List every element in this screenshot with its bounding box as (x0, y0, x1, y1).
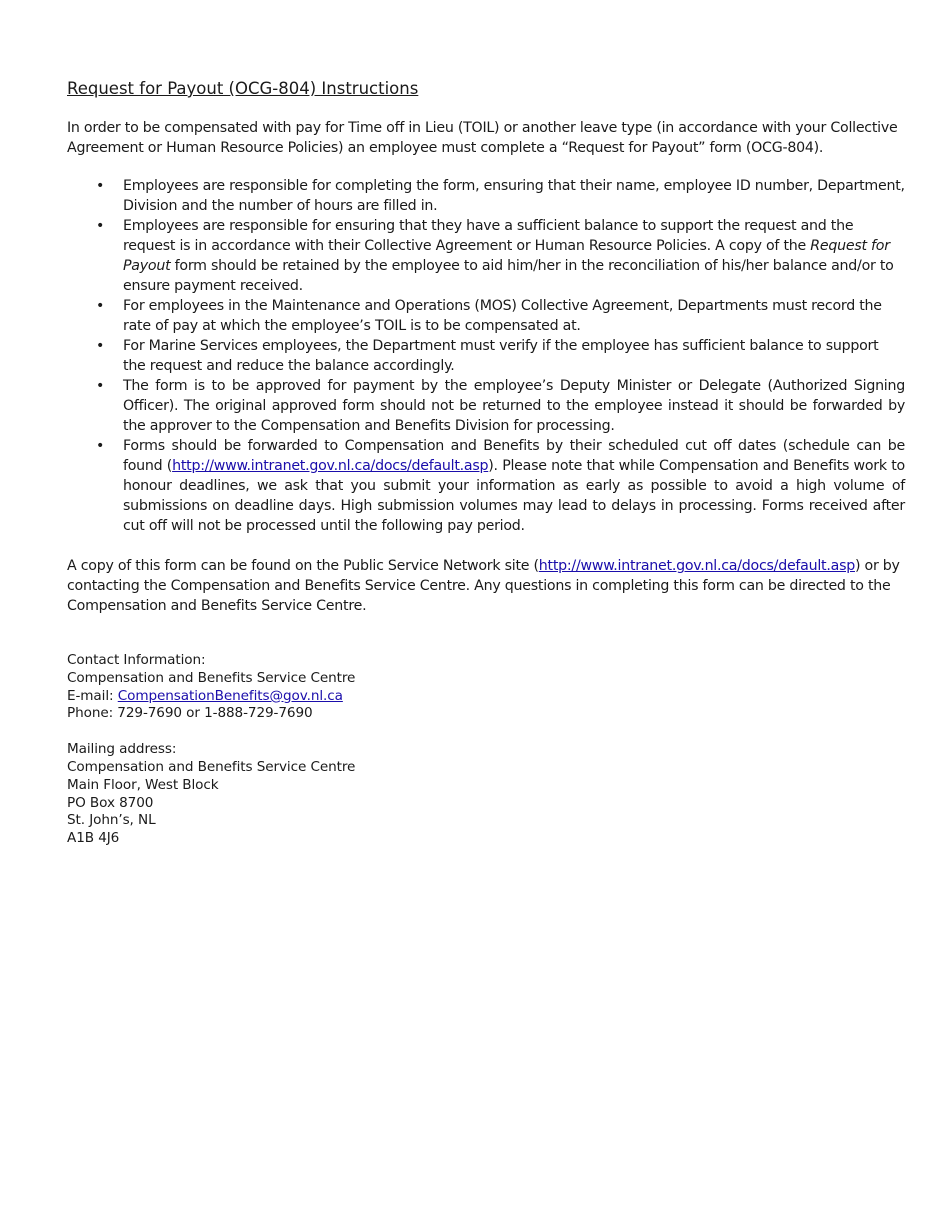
list-item (67, 216, 905, 296)
list-item (67, 176, 905, 216)
contact-email-line (67, 688, 905, 706)
bullet-icon: • (96, 298, 105, 314)
paragraph-text: ) or by contacting the Compensation and Benefits Service Centre. Any questions in completing this form can be directed to the Compensation and Benefits Service Centre. (67, 558, 900, 614)
bullet-icon: • (96, 378, 105, 394)
page-title: Request for Payout (OCG-804) Instructions (67, 79, 419, 98)
list-item (67, 296, 905, 336)
mailing-line: Compensation and Benefits Service Centre (67, 758, 356, 775)
bullet-icon: • (96, 178, 105, 194)
paragraph-text: A copy of this form can be found on the Public Service Network site ( (67, 558, 539, 574)
bullet-text: For Marine Services employees, the Department must verify if the employee has sufficient balance to support the request and reduce the balance accordingly. (123, 338, 879, 374)
bullet-text: Employees are responsible for ensuring that they have a sufficient balance to support the request and the request is in accordance with their Collective Agreement or Human Resource Policies. A copy of the (123, 218, 854, 254)
form-location-paragraph (67, 556, 905, 616)
list-item (67, 336, 905, 376)
document-content (67, 78, 905, 848)
contact-heading: Contact Information: (67, 652, 206, 668)
contact-org: Compensation and Benefits Service Centre (67, 669, 356, 686)
bullet-icon: • (96, 438, 105, 454)
bullet-text: For employees in the Maintenance and Operations (MOS) Collective Agreement, Departments must record the rate of pay at which the employee’s TOIL is to be compensated at. (123, 298, 882, 334)
bullet-text: ). Please note that while Compensation and Benefits work to honour deadlines, we ask that you submit your information as early as possible to avoid a high volume of submissions on deadline days. High submission volumes may lead to delays in processing. Forms received after cut off will not be processed until the following pay period. (123, 458, 905, 534)
mailing-line: St. John’s, NL (67, 812, 156, 829)
mailing-line: A1B 4J6 (67, 830, 120, 847)
list-item (67, 376, 905, 436)
bullet-text: Forms should be forwarded to Compensation and Benefits by their scheduled cut off dates (schedule can be found ( (123, 438, 905, 474)
instructions-list (67, 176, 905, 536)
bullet-text: Employees are responsible for completing the form, ensuring that their name, employee ID number, Department, Division and the number of hours are filled in. (123, 178, 905, 214)
mailing-heading: Mailing address: (67, 741, 177, 758)
contact-block (67, 652, 905, 848)
email-link[interactable]: CompensationBenefits@gov.nl.ca (117, 687, 343, 704)
spacer (67, 723, 905, 741)
intranet-schedule-link[interactable]: http://www.intranet.gov.nl.ca/docs/default.asp (172, 458, 489, 474)
bullet-icon: • (96, 338, 105, 354)
bullet-icon: • (96, 218, 105, 234)
intranet-form-link[interactable]: http://www.intranet.gov.nl.ca/docs/default.asp (538, 558, 855, 574)
bullet-text: form should be retained by the employee to aid him/her in the reconciliation of his/her balance and/or to ensure payment received. (123, 258, 894, 294)
mailing-line: Main Floor, West Block (67, 776, 219, 793)
form-name-emphasis: Request for Payout (123, 238, 890, 274)
list-item (67, 436, 905, 536)
mailing-line: PO Box 8700 (67, 794, 154, 811)
email-label: E-mail: (67, 687, 118, 704)
contact-phone: Phone: 729-7690 or 1-888-729-7690 (67, 705, 313, 722)
intro-paragraph: In order to be compensated with pay for Time off in Lieu (TOIL) or another leave type (in accordance with your Collective Agreement or Human Resource Policies) an employee must complete a “Request for Payout” form (OCG-804). (67, 120, 898, 156)
bullet-text: The form is to be approved for payment by the employee’s Deputy Minister or Delegate (Authorized Signing Officer). The original approved form should not be returned to the employee instead it should be forwarded by the approver to the Compensation and Benefits Division for processing. (123, 378, 905, 434)
